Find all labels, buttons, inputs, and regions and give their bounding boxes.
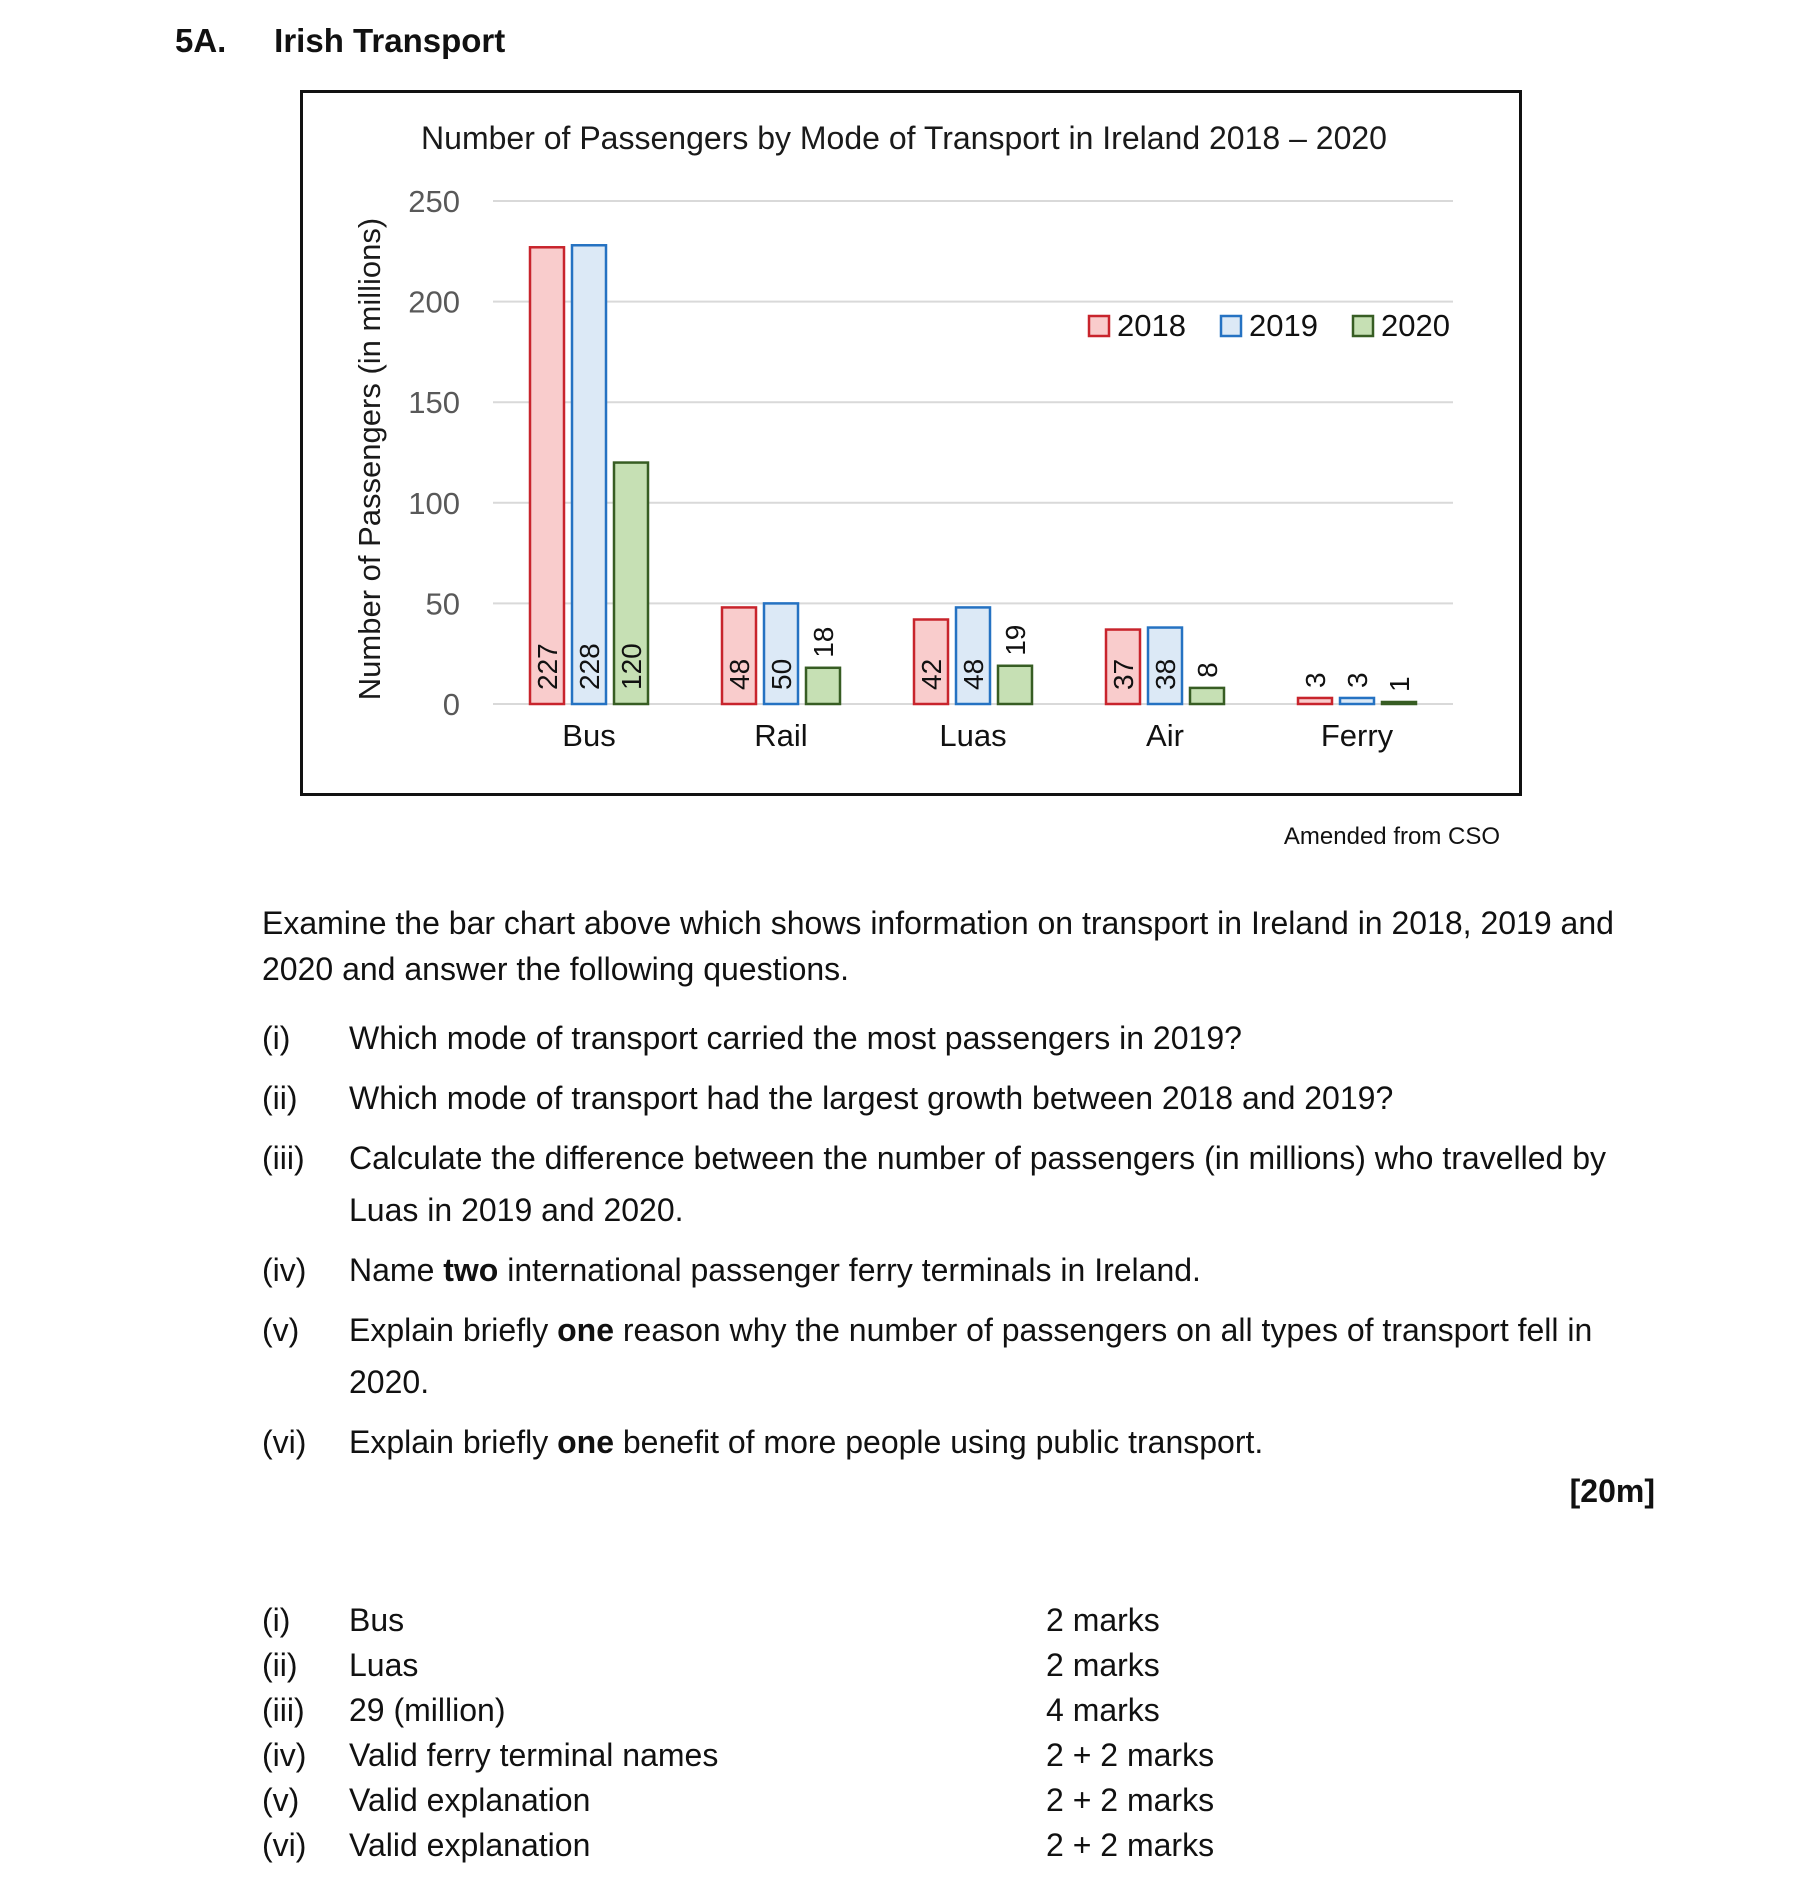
data-label: 48 [958,658,989,690]
x-tick-label: Rail [754,718,808,753]
y-tick-label: 0 [442,687,460,722]
x-tick-label: Air [1146,718,1184,753]
answer-num: (iii) [262,1692,305,1728]
y-tick-label: 150 [408,385,460,421]
chart-svg [303,93,1519,793]
data-label: 3 [1300,672,1331,688]
question-text: Which mode of transport had the largest growth between 2018 and 2019? [349,1080,1394,1116]
question-text-bold: one [557,1312,614,1348]
answer-row [262,1778,1262,1823]
question-text [349,1416,1672,1468]
question-num: (ii) [262,1080,298,1116]
question-num: (iii) [262,1140,305,1176]
question-text: Which mode of transport carried the most passengers in 2019? [349,1020,1242,1056]
answer-num: (iv) [262,1737,307,1773]
y-tick-label: 50 [425,586,460,622]
question-text-bold: two [443,1252,499,1288]
question-title: Irish Transport [274,22,506,59]
legend-swatch [1089,316,1109,336]
answer-row [262,1823,1262,1868]
answer-num: (vi) [262,1827,307,1863]
answer-marks: 2 + 2 marks [1046,1827,1215,1863]
question-heading [175,22,505,60]
x-tick-label: Bus [562,718,616,753]
answer-text: 29 (million) [349,1692,506,1728]
answer-text: Valid ferry terminal names [349,1737,719,1773]
data-label: 42 [916,658,947,690]
bar [572,245,606,704]
question-text [349,1244,1672,1296]
data-label: 19 [1000,624,1031,656]
answer-row [262,1598,1262,1643]
y-axis-label: Number of Passengers (in millions) [352,217,387,701]
question-text-post: international passenger ferry terminals in Ireland. [498,1252,1201,1288]
answer-num: (v) [262,1782,300,1818]
question-text-post: benefit of more people using public transport. [613,1424,1264,1460]
chart-source: Amended from CSO [1283,823,1500,850]
question-num: (vi) [262,1424,307,1460]
answer-num: (ii) [262,1647,298,1683]
answer-marks: 2 marks [1046,1647,1160,1683]
question-list [262,1012,1672,1476]
answer-marks: 4 marks [1046,1692,1160,1728]
data-label: 228 [574,643,605,690]
data-label: 1 [1384,676,1415,692]
marking-scheme [262,1598,1262,1868]
answer-row [262,1643,1262,1688]
question-item [262,1244,1672,1296]
answer-row [262,1688,1262,1733]
answer-marks: 2 marks [1046,1602,1160,1638]
bar [1298,698,1332,704]
answer-marks: 2 + 2 marks [1046,1782,1215,1818]
legend-label: 2019 [1249,308,1318,343]
data-label: 37 [1108,658,1139,690]
answer-text: Bus [349,1602,405,1638]
question-num: (v) [262,1312,300,1348]
bar [1340,698,1374,704]
data-label: 227 [532,643,563,690]
question-item [262,1304,1672,1408]
total-marks: [20m] [1569,1473,1655,1509]
question-item [262,1012,1672,1064]
question-num: (i) [262,1020,291,1056]
question-text [349,1304,1672,1408]
x-tick-label: Ferry [1320,718,1394,753]
bar [1382,702,1416,704]
data-label: 3 [1342,672,1373,688]
question-text: Calculate the difference between the number of passengers (in millions) who travelled by Luas in 2019 and 2020. [349,1140,1606,1228]
data-label: 48 [724,658,755,690]
bar [998,666,1032,704]
y-tick-label: 100 [408,485,460,521]
question-text-bold: one [557,1424,614,1460]
question-text-pre: Explain briefly [349,1312,558,1348]
data-label: 50 [766,658,797,690]
legend-swatch [1353,316,1373,336]
answer-num: (i) [262,1602,291,1638]
answer-text: Valid explanation [349,1827,591,1863]
legend-label: 2020 [1381,308,1450,343]
bar-chart [300,90,1522,796]
legend-label: 2018 [1117,308,1186,343]
intro-text: Examine the bar chart above which shows information on transport in Ireland in 2018, 2019 and 2020 and answer the following questions. [262,905,1614,987]
bar [806,668,840,704]
data-label: 8 [1192,662,1223,678]
y-tick-label: 200 [408,284,460,320]
legend-swatch [1221,316,1241,336]
bar [530,247,564,704]
answer-text: Luas [349,1647,419,1683]
question-number: 5A. [175,22,227,59]
chart-title: Number of Passengers by Mode of Transport in Ireland 2018 – 2020 [421,120,1387,156]
question-text-post: reason why the number of passengers on all types of transport fell in 2020. [349,1312,1593,1400]
answer-row [262,1733,1262,1778]
question-item [262,1416,1672,1468]
data-label: 18 [808,626,839,658]
question-item [262,1132,1672,1236]
question-item [262,1072,1672,1124]
x-tick-label: Luas [939,718,1007,753]
answer-marks: 2 + 2 marks [1046,1737,1215,1773]
y-tick-label: 250 [408,184,460,219]
question-text-pre: Name [349,1252,444,1288]
answer-text: Valid explanation [349,1782,591,1818]
data-label: 38 [1150,658,1181,690]
question-text-pre: Explain briefly [349,1424,558,1460]
bar [1190,688,1224,704]
data-label: 120 [616,643,647,690]
question-num: (iv) [262,1252,307,1288]
